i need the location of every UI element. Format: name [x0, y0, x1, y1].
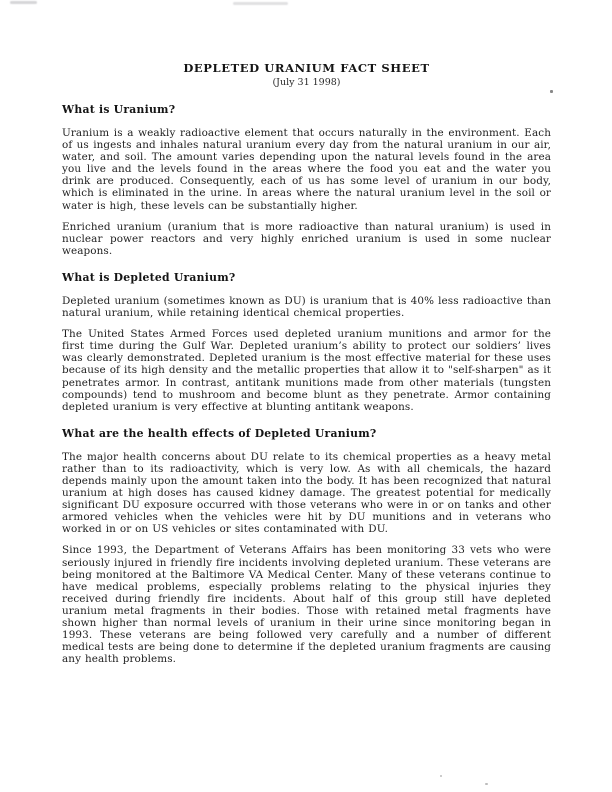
scan-smudge-top-left	[10, 1, 37, 4]
paragraph: Depleted uranium (sometimes known as DU) is uranium that is 40% less radioactive than natural uranium, while retaining identical chemical properties.	[62, 294, 551, 320]
section-what-is-uranium	[62, 103, 551, 257]
document-date: (July 31 1998)	[272, 77, 341, 88]
paragraph: The major health concerns about DU relate to its chemical properties as a heavy metal rather than to its radioactivity, which is very low. As with all chemicals, the hazard depends mainly upon the amount taken into the body. It has been recognized that natural uranium at high doses has caused kidney damage. The greatest potential for medically significant DU exposure occurred with those veterans who were in or on tanks and other armored vehicles when the vehicles were hit by DU munitions and in veterans who worked in or on US vehicles or sites contaminated with DU.	[62, 450, 551, 536]
section-what-is-depleted-uranium	[62, 271, 551, 413]
document-content	[62, 0, 551, 674]
section-heading: What is Uranium?	[62, 103, 176, 116]
paragraph: The United States Armed Forces used depleted uranium munitions and armor for the first time during the Gulf War. Depleted uranium’s ability to protect our soldiers’ lives was clearly demonstrated. Depleted uranium is the most effective material for these uses because of its high density and the metallic properties that allow it to "self-sharpen" as it penetrates armor. In contrast, antitank munitions made from other materials (tungsten compounds) tend to mushroom and become blunt as they penetrate. Armor containing depleted uranium is very effective at blunting antitank weapons.	[62, 328, 551, 413]
section-heading: What is Depleted Uranium?	[62, 270, 236, 284]
document-title: DEPLETED URANIUM FACT SHEET	[183, 61, 430, 75]
section-health-effects	[62, 427, 551, 666]
paragraph: Since 1993, the Department of Veterans Affairs has been monitoring 33 vets who were seriously injured in friendly fire incidents involving depleted uranium. These veterans are being monitored at the Baltimore VA Medical Center. Many of these veterans continue to have medical problems, especially problems relating to the physical injuries they received during friendly fire incidents. About half of this group still have depleted uranium metal fragments in their bodies. Those with retained metal fragments have shown higher than normal levels of uranium in their urine since monitoring began in 1993. These veterans are being followed very carefully and a number of different medical tests are being done to determine if the depleted uranium fragments are causing any health problems.	[62, 544, 551, 666]
scan-speck	[485, 783, 488, 785]
paragraph: Enriched uranium (uranium that is more radioactive than natural uranium) is used in nuclear power reactors and very highly enriched uranium is used in some nuclear weapons.	[62, 220, 551, 257]
paragraph: Uranium is a weakly radioactive element that occurs naturally in the environment. Each of us ingests and inhales natural uranium every day from the natural uranium in our air, water, and soil. The amount varies depending upon the natural levels found in the area you live and the levels found in the areas where the food you eat and the water you drink are produced. Consequently, each of us has some level of uranium in our body, which is eliminated in the urine. In areas where the natural uranium level in the soil or water is high, these levels can be substantially higher.	[62, 127, 551, 212]
section-heading: What are the health effects of Depleted Uranium?	[62, 426, 377, 440]
scan-speck	[440, 775, 442, 777]
